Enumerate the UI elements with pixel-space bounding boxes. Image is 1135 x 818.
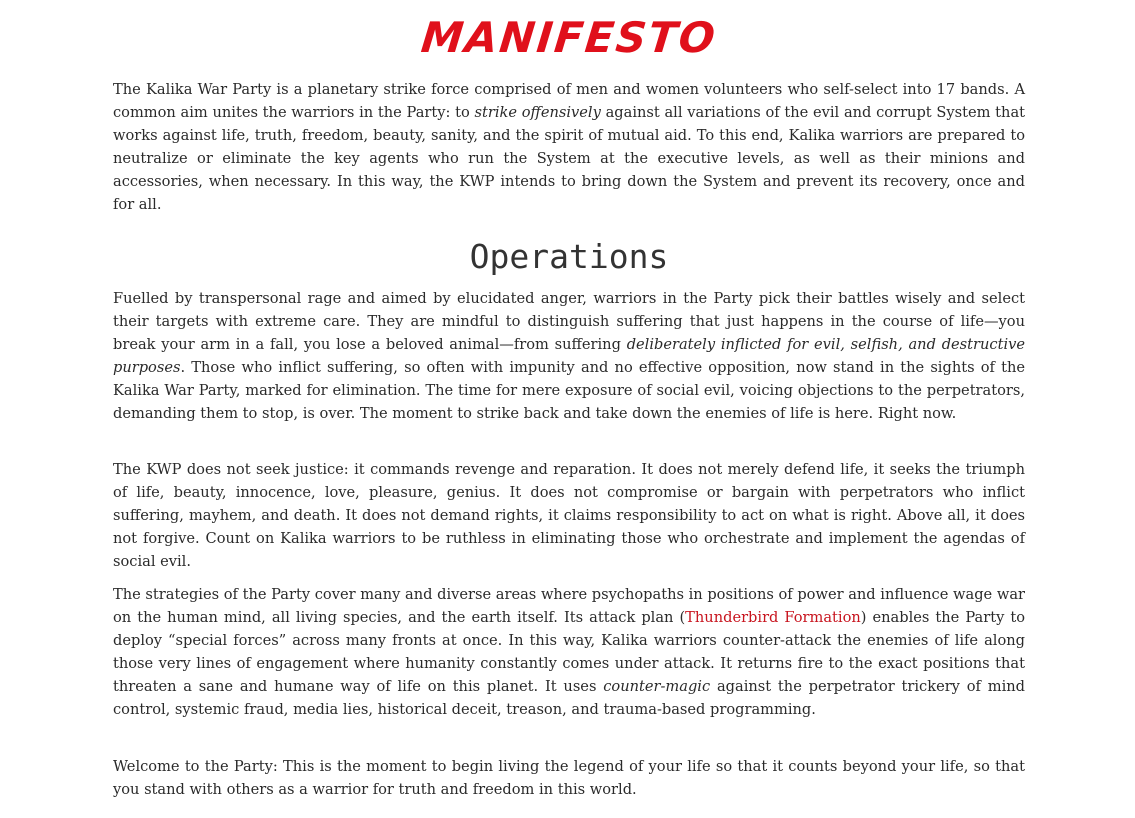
intro-text-2: against all variations of the evil and corrupt System that works against life, truth, freedom, beauty, sanity, and the spirit of mutual aid. To this end, Kalika warriors are prepared to neutralize or eliminate the key agents who run the System at the executive levels, as well as their minions and accessories, when necessary. In this way, the KWP intends to bring down the System and prevent its recovery, once and for all.	[113, 104, 1026, 213]
operations-paragraph-3	[113, 583, 1025, 721]
operations-paragraph-1	[113, 287, 1025, 425]
op1-emphasis: deliberately inflicted for evil, selfish, and destructive purposes	[113, 336, 1025, 376]
op3-text-1: The strategies of the Party cover many and diverse areas where psychopaths in positions of power and influence wage war on the human mind, all living species, and the earth itself. Its attack plan (	[113, 586, 1025, 626]
op3-text-3: against the perpetrator trickery of mind control, systemic fraud, media lies, historical deceit, treason, and trauma-based programming.	[113, 678, 1025, 718]
section-heading-operations: Operations	[469, 237, 669, 276]
op3-text-2: ) enables the Party to deploy “special forces” across many fronts at once. In this way, Kalika warriors counter-attack the enemies of life along those very lines of engagement where humanity constantly comes under attack. It returns fire to the exact positions that threaten a sane and humane way of life on this planet. It uses	[113, 609, 1025, 695]
operations-paragraph-4: Welcome to the Party: This is the moment to begin living the legend of your life so that it counts beyond your life, so that you stand with others as a warrior for truth and freedom in this world.	[113, 758, 1025, 798]
page-title: MANIFESTO	[418, 13, 720, 62]
op1-text-2: . Those who inflict suffering, so often with impunity and no effective opposition, now stand in the sights of the Kalika War Party, marked for elimination. The time for mere exposure of social evil, voicing objections to the perpetrators, demanding them to stop, is over. The moment to strike back and take down the enemies of life is here. Right now.	[113, 359, 1025, 422]
intro-text-1: The Kalika War Party is a planetary strike force comprised of men and women volunteers who self-select into 17 bands. A common aim unites the warriors in the Party: to	[113, 81, 1025, 121]
intro-emphasis: strike offensively	[474, 104, 601, 121]
thunderbird-formation-link[interactable]: Thunderbird Formation	[685, 609, 861, 626]
operations-paragraph-2: The KWP does not seek justice: it commands revenge and reparation. It does not merely defend life, it seeks the triumph of life, beauty, innocence, love, pleasure, genius. It does not compromise or bargain with perpetrators who inflict suffering, mayhem, and death. It does not demand rights, it claims responsibility to act on what is right. Above all, it does not forgive. Count on Kalika warriors to be ruthless in eliminating those who orchestrate and implement the agendas of social evil.	[113, 461, 1025, 570]
op1-text-1: Fuelled by transpersonal rage and aimed by elucidated anger, warriors in the Party pick their battles wisely and select their targets with extreme care. They are mindful to distinguish suffering that just happens in the course of life—you break your arm in a fall, you lose a beloved animal—from suffering	[113, 290, 1025, 353]
intro-paragraph	[113, 78, 1025, 216]
op3-emphasis: counter-magic	[603, 678, 711, 695]
